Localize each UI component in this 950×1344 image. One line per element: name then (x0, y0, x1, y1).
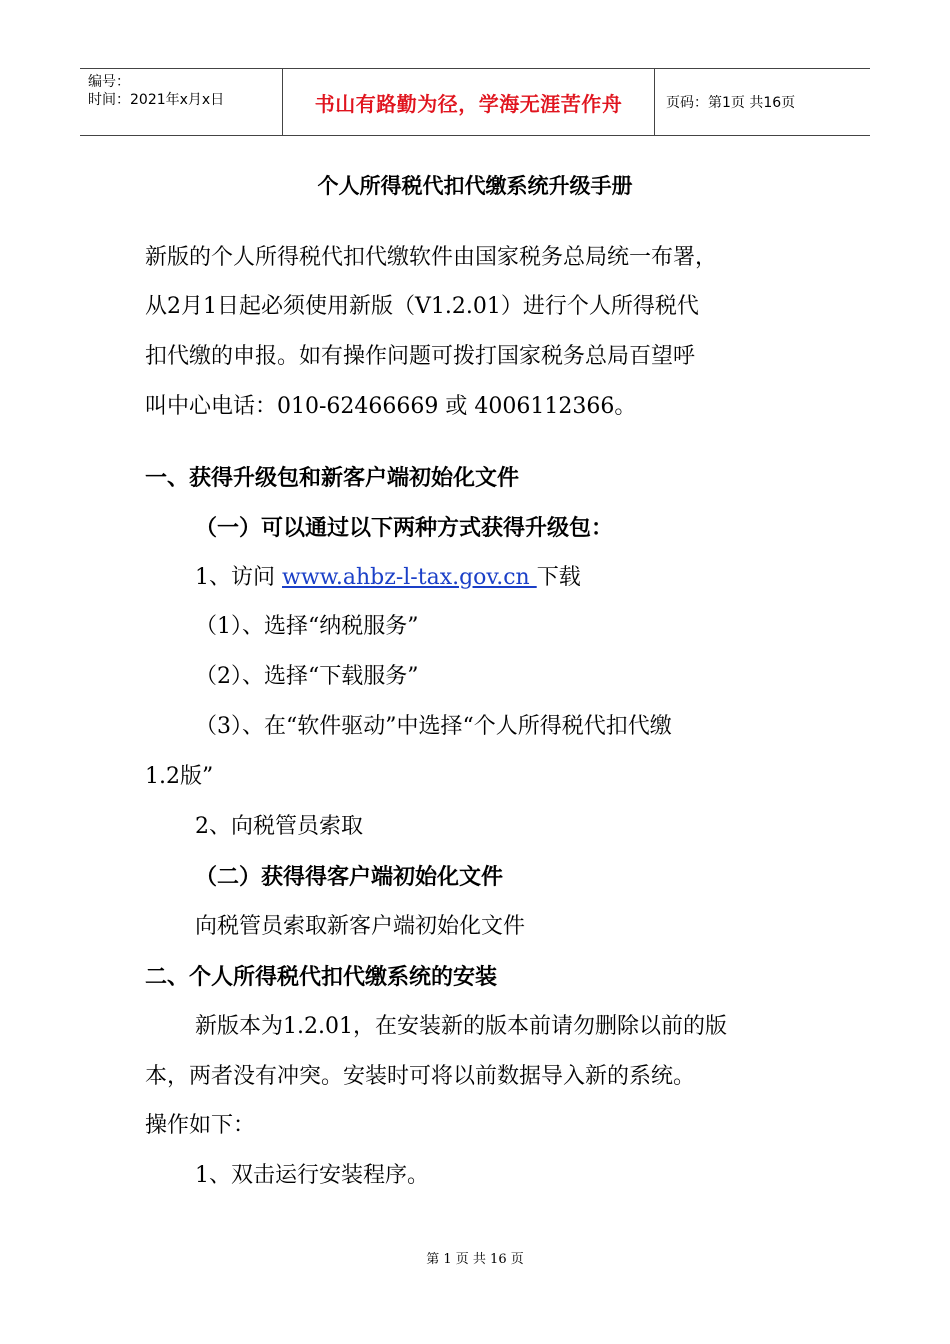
document-time: 时间：2021年x月x日 (88, 92, 225, 108)
sub2-text: 向税管员索取新客户端初始化文件 (195, 914, 526, 939)
page-footer: 第 1 页 共 16 页 (426, 1252, 524, 1267)
section1-sub1-heading: （一）可以通过以下两种方式获得升级包： (195, 515, 614, 541)
step-item: （2）、选择“下载服务” (195, 664, 419, 689)
section1-sub2-heading: （二）获得得客户端初始化文件 (195, 864, 504, 890)
header-page-info: 页码：第1页 共16页 (666, 95, 796, 111)
header-meta (80, 69, 282, 135)
section2-para-line: 操作如下： (145, 1113, 256, 1138)
item1-suffix: 下载 (536, 565, 581, 590)
intro-line: 叫中心电话：010-62466669 或 4006112366。 (145, 394, 637, 419)
intro-line: 从2月1日起必须使用新版（V1.2.01）进行个人所得税代 (145, 294, 699, 319)
header-table (80, 68, 870, 136)
section1-heading: 一、获得升级包和新客户端初始化文件 (145, 465, 520, 491)
header-motto: 书山有路勤为径，学海无涯苦作舟 (314, 91, 623, 116)
document-id-label: 编号： (88, 74, 130, 90)
item2: 2、向税管员索取 (195, 814, 363, 839)
intro-line: 扣代缴的申报。如有操作问题可拨打国家税务总局百望呼 (145, 344, 696, 369)
section2-para-line: 新版本为1.2.01，在安装新的版本前请勿删除以前的版 (195, 1014, 727, 1039)
header-divider (654, 69, 655, 135)
section2-heading: 二、个人所得税代扣代缴系统的安装 (145, 964, 498, 990)
item1-line (195, 563, 581, 593)
step-item: （3）、在“软件驱动”中选择“个人所得税代扣代缴 (195, 714, 672, 739)
intro-line: 新版的个人所得税代扣代缴软件由国家税务总局统一布署， (145, 245, 718, 270)
step-item: （1）、选择“纳税服务” (195, 614, 419, 639)
section2-step: 1、双击运行安装程序。 (195, 1163, 429, 1188)
download-link[interactable]: www.ahbz-l-tax.gov.cn (282, 565, 537, 590)
step-item-continued: 1.2版” (145, 764, 214, 789)
section2-para-line: 本，两者没有冲突。安装时可将以前数据导入新的系统。 (145, 1064, 696, 1089)
item1-prefix: 1、访问 (195, 565, 282, 590)
document-title: 个人所得税代扣代缴系统升级手册 (317, 173, 633, 198)
